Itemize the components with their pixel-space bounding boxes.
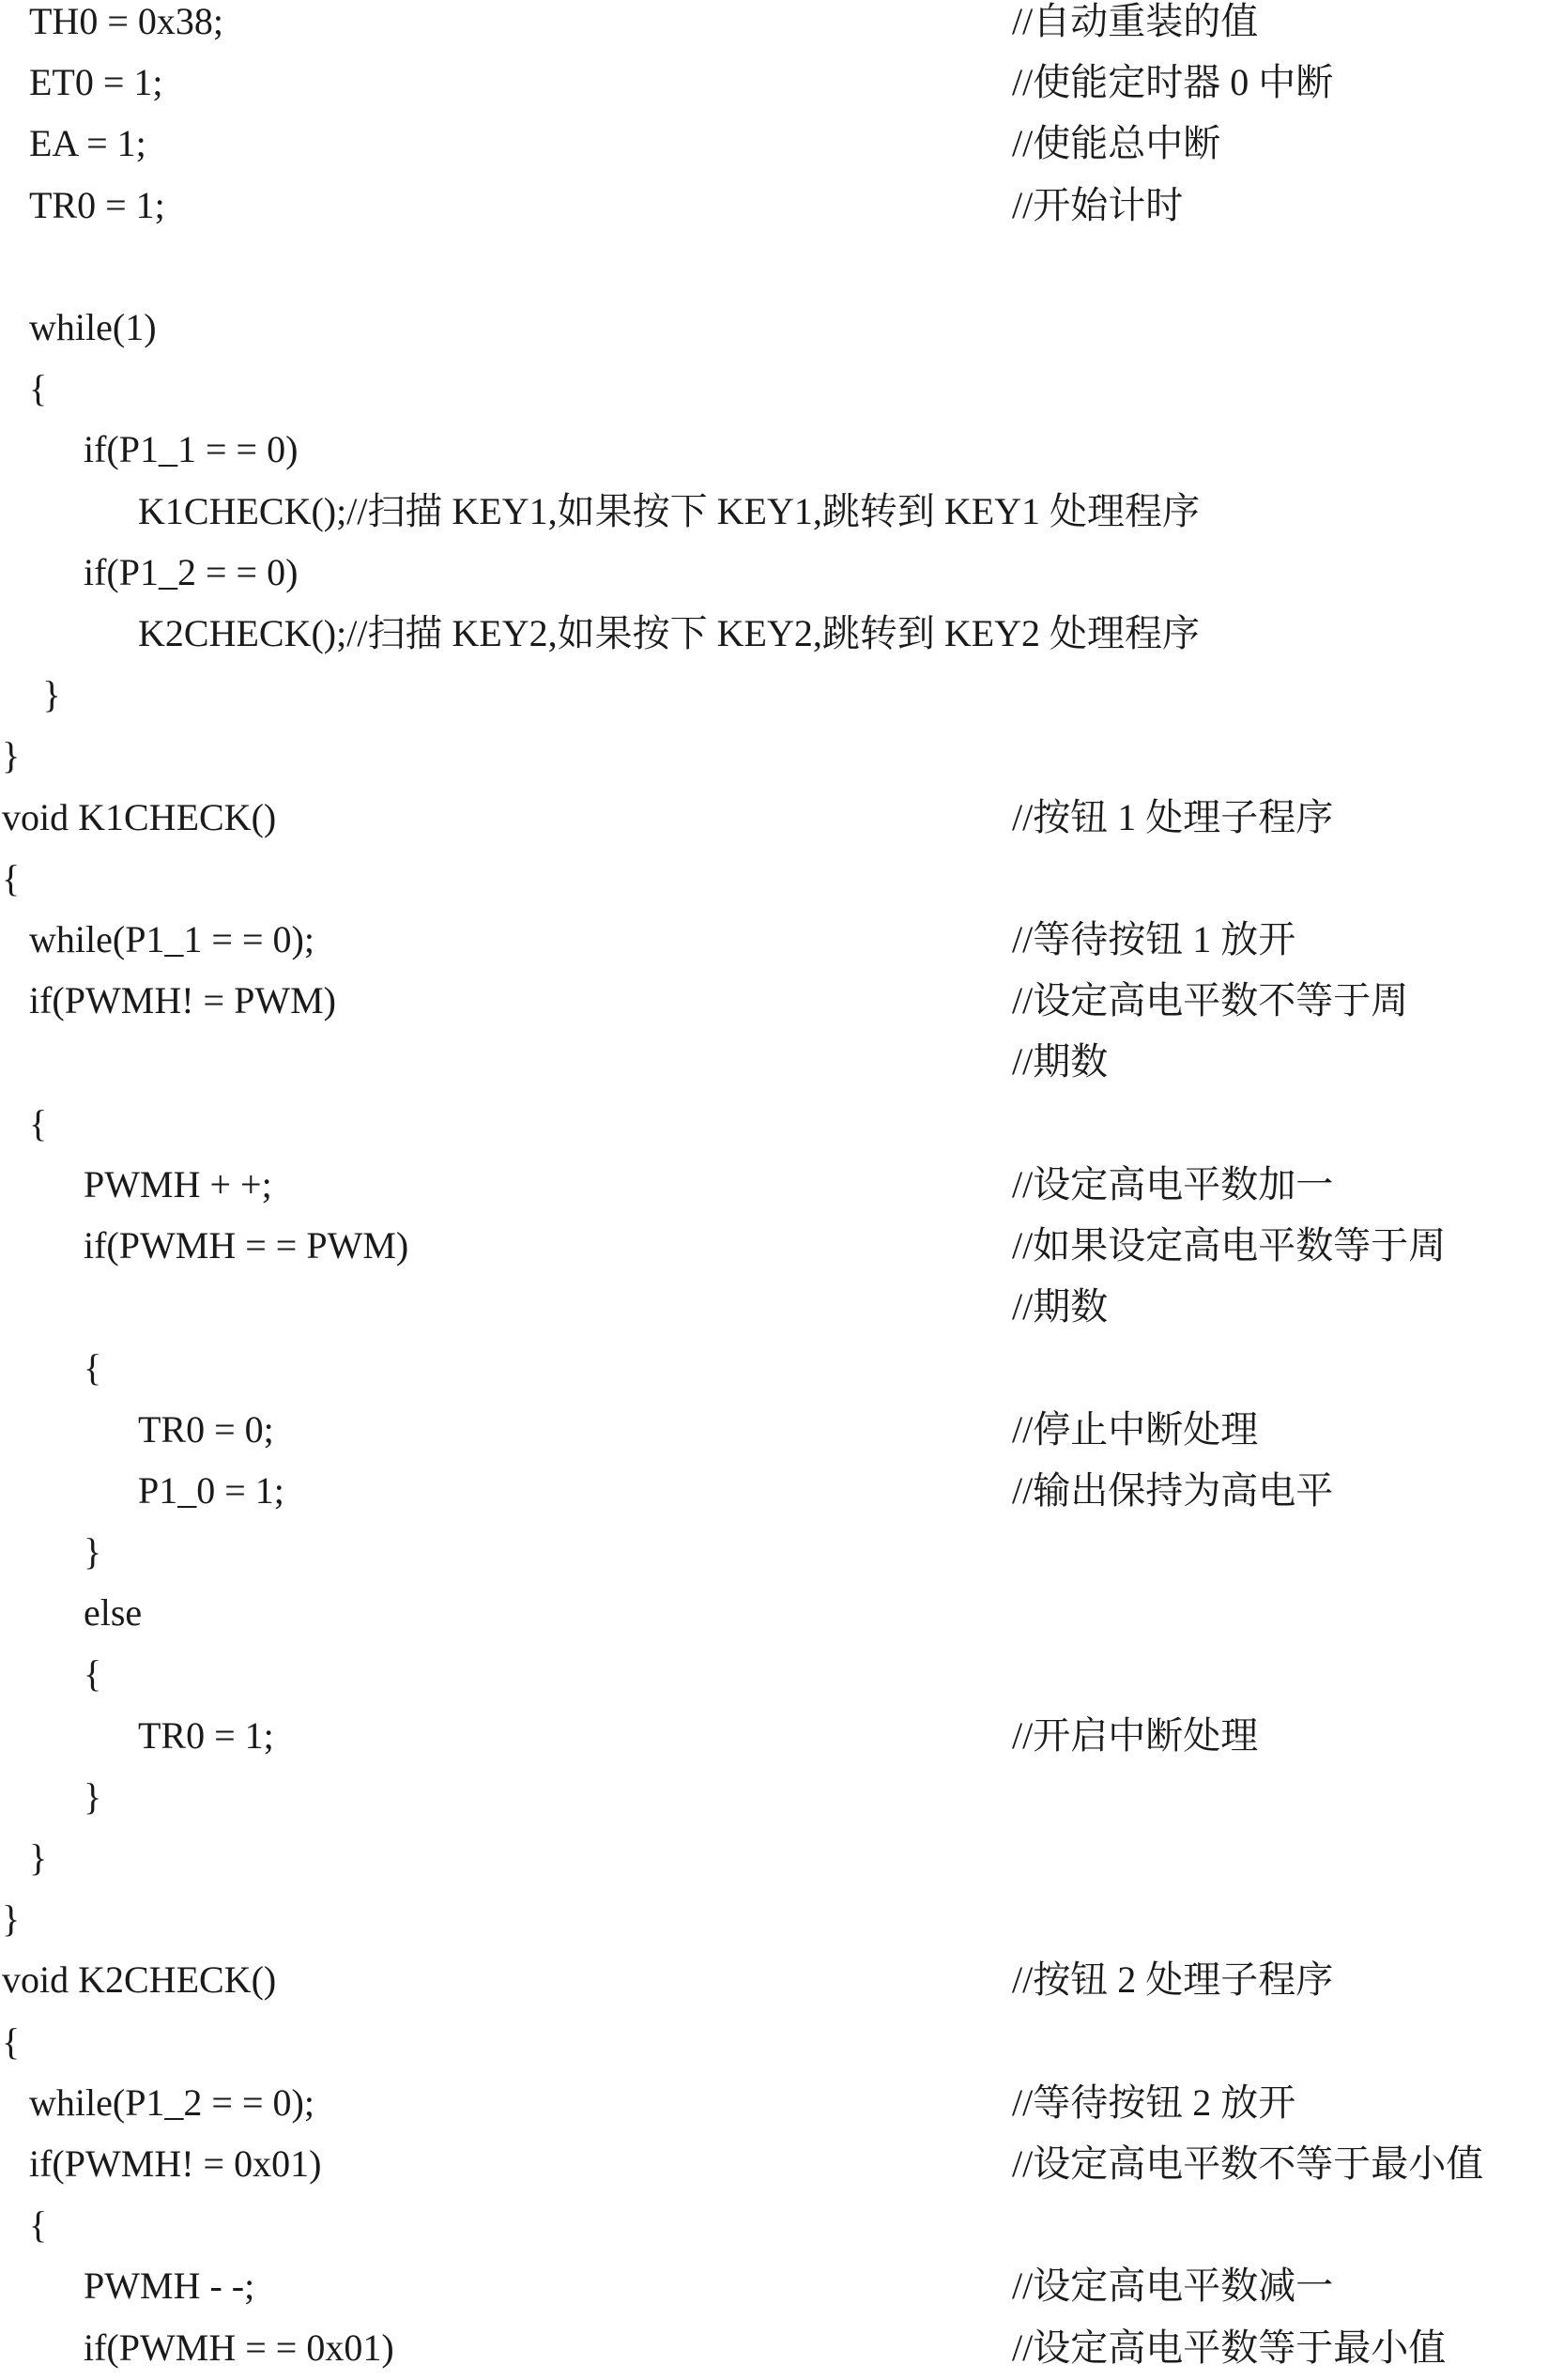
code-line [0, 2011, 1548, 2073]
code-statement: K1CHECK();//扫描 KEY1,如果按下 KEY1,跳转到 KEY1 处理程序 [138, 489, 1201, 532]
code-line [0, 113, 1548, 175]
code-comment: //等待按钮 2 放开 [1012, 2081, 1296, 2124]
code-statement: void K2CHECK() [2, 1958, 277, 2002]
code-statement: TR0 = 1; [29, 183, 165, 226]
code-line [0, 52, 1548, 114]
code-statement: { [84, 1652, 102, 1696]
code-statement: { [2, 2019, 21, 2063]
code-statement: P1_0 = 1; [138, 1468, 284, 1512]
code-statement: EA = 1; [29, 122, 146, 165]
code-comment: //按钮 1 处理子程序 [1012, 795, 1334, 838]
code-line [0, 725, 1548, 787]
code-line [0, 419, 1548, 481]
code-statement: TR0 = 1; [138, 1713, 274, 1757]
code-line [0, 2072, 1548, 2134]
code-statement: if(PWMH = = 0x01) [84, 2326, 394, 2369]
code-line [0, 1031, 1548, 1093]
code-statement: if(PWMH! = PWM) [29, 979, 336, 1022]
code-line [0, 2317, 1548, 2379]
code-comment: //按钮 2 处理子程序 [1012, 1958, 1334, 2002]
code-comment: //设定高电平数不等于最小值 [1012, 2142, 1484, 2185]
code-comment: //设定高电平数减一 [1012, 2265, 1334, 2308]
code-statement: { [29, 1101, 48, 1144]
code-comment: //使能总中断 [1012, 122, 1221, 165]
code-statement: void K1CHECK() [2, 795, 277, 838]
code-comment: //设定高电平数加一 [1012, 1162, 1334, 1205]
code-line [0, 358, 1548, 420]
code-line [0, 175, 1548, 237]
code-line [0, 1093, 1548, 1155]
code-comment: //设定高电平数不等于周 [1012, 979, 1409, 1022]
code-statement: while(1) [29, 306, 157, 348]
code-line [0, 297, 1548, 359]
code-line [0, 1766, 1548, 1828]
code-line [0, 0, 1548, 53]
code-comment: //自动重装的值 [1012, 0, 1259, 42]
code-comment: //停止中断处理 [1012, 1407, 1259, 1451]
code-line [0, 236, 1548, 298]
code-line [0, 1521, 1548, 1583]
code-line [0, 848, 1548, 910]
code-statement: TR0 = 0; [138, 1407, 274, 1451]
code-line [0, 1215, 1548, 1277]
code-statement: TH0 = 0x38; [29, 0, 223, 42]
code-line [0, 1705, 1548, 1767]
code-line [0, 1949, 1548, 2011]
code-line [0, 664, 1548, 726]
code-statement: else [84, 1591, 143, 1635]
code-comment: //开始计时 [1012, 183, 1184, 226]
code-line [0, 970, 1548, 1032]
code-statement: } [29, 1836, 48, 1879]
code-statement: K2CHECK();//扫描 KEY2,如果按下 KEY2,跳转到 KEY2 处理程序 [138, 612, 1201, 654]
code-comment: //期数 [1012, 1040, 1109, 1083]
code-statement: } [2, 1897, 21, 1941]
code-statement: { [29, 367, 48, 410]
code-line [0, 1643, 1548, 1705]
code-line [0, 481, 1548, 543]
code-line [0, 1582, 1548, 1644]
code-line [0, 1337, 1548, 1399]
code-line [0, 1276, 1548, 1338]
code-statement: PWMH - -; [84, 2265, 255, 2308]
code-comment: //设定高电平数等于最小值 [1012, 2326, 1447, 2369]
code-comment: //使能定时器 0 中断 [1012, 61, 1334, 104]
code-statement: } [42, 673, 61, 716]
code-statement: while(P1_1 = = 0); [29, 918, 314, 960]
code-statement: if(PWMH = = PWM) [84, 1224, 409, 1267]
code-line [0, 2255, 1548, 2317]
code-line [0, 603, 1548, 665]
code-line [0, 787, 1548, 849]
code-comment: //开启中断处理 [1012, 1713, 1259, 1757]
code-comment: //等待按钮 1 放开 [1012, 918, 1296, 960]
code-line [0, 1888, 1548, 1950]
code-statement: PWMH + +; [84, 1162, 272, 1205]
code-statement: } [84, 1530, 102, 1573]
code-statement: } [84, 1774, 102, 1818]
code-statement: { [29, 2203, 48, 2247]
code-line [0, 909, 1548, 971]
code-statement: if(P1_1 = = 0) [84, 428, 299, 471]
code-statement: if(PWMH! = 0x01) [29, 2142, 322, 2185]
code-statement: { [84, 1346, 102, 1390]
code-line [0, 1399, 1548, 1461]
code-statement: } [2, 734, 21, 777]
code-comment: //期数 [1012, 1285, 1109, 1328]
code-line [0, 2194, 1548, 2256]
code-statement: { [2, 856, 21, 899]
code-comment: //输出保持为高电平 [1012, 1468, 1334, 1512]
code-line [0, 542, 1548, 604]
code-line [0, 1154, 1548, 1216]
code-statement: if(P1_2 = = 0) [84, 550, 299, 593]
code-line [0, 1460, 1548, 1522]
code-line [0, 2133, 1548, 2195]
code-line [0, 1827, 1548, 1889]
code-comment: //如果设定高电平数等于周 [1012, 1224, 1447, 1267]
code-statement: while(P1_2 = = 0); [29, 2081, 314, 2124]
code-statement: ET0 = 1; [29, 61, 163, 104]
